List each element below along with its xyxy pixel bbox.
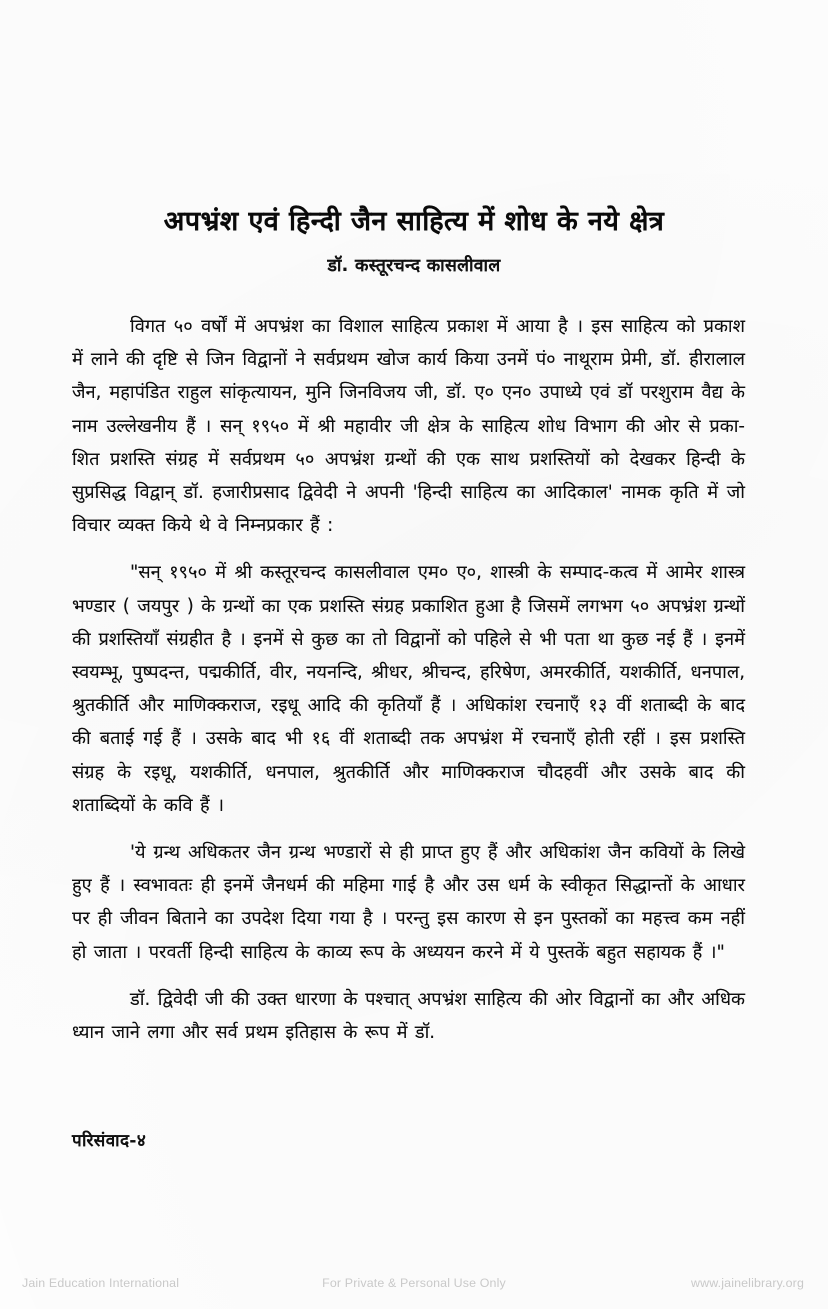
author-byline: डॉ. कस्तूरचन्द कासलीवाल (327, 256, 501, 277)
paragraph-2: "सन् १९५० में श्री कस्तूरचन्द कासलीवाल एम० ए०, शास्त्री के सम्पाद-कत्व में आमेर शास्त्र भण्डार ( जयपुर ) के ग्रन्थों का एक प्रशस्ति संग्रह प्रकाशित हुआ है जिसमें लगभग ५० अपभ्रंश ग्रन्थों की प्रशस्तियाँ संग्रहीत है । इनमें से कुछ का तो विद्वानों को पहिले से भी पता था कुछ नई हैं । इनमें स्वयम्भू, पुष्पदन्त, पद्मकीर्ति, वीर, नयनन्दि, श्रीधर, श्रीचन्द, हरिषेण, अमरकीर्ति, यशकीर्ति, धनपाल, श्रुतकीर्ति और माणिक्कराज, रइधू आदि की कृतियाँ हैं । अधिकांश रचनाएँ १३ वीं शताब्दी के बाद की बताई गई हैं । उसके बाद भी १६ वीं शताब्दी तक अपभ्रंश में रचनाएँ होती रहीं । इस प्रशस्ति संग्रह के रइधू, यशकीर्ति, धनपाल, श्रुतकीर्ति और माणिक्कराज चौदहवीं और उसके बाद की शताब्दियों के कवि हैं । (72, 562, 745, 816)
scan-footer-usage-notice: For Private & Personal Use Only (322, 1276, 506, 1290)
paragraph-1: विगत ५० वर्षों में अपभ्रंश का विशाल साहित्य प्रकाश में आया है । इस साहित्य को प्रकाश में लाने की दृष्टि से जिन विद्वानों ने सर्वप्रथम खोज कार्य किया उनमें पं० नाथूराम प्रेमी, डॉ. हीरालाल जैन, महापंडित राहुल सांकृत्यायन, मुनि जिनविजय जी, डॉ. ए० एन० उपाध्ये एवं डॉ परशुराम वैद्य के नाम उल्लेखनीय हैं । सन् १९५० में श्री महावीर जी क्षेत्र के साहित्य शोध विभाग की ओर से प्रका-शित प्रशस्ति संग्रह में सर्वप्रथम ५० अपभ्रंश ग्रन्थों की एक साथ प्रशस्तियों को देखकर हिन्दी के सुप्रसिद्ध विद्वान् डॉ. हजारीप्रसाद द्विवेदी ने अपनी 'हिन्दी साहित्य का आदिकाल' नामक कृति में जो विचार व्यक्त किये थे वे निम्नप्रकार हैं : (72, 316, 745, 537)
body-text-column (72, 310, 745, 1061)
title-block (0, 206, 828, 277)
scan-footer-website: www.jainelibrary.org (691, 1276, 804, 1290)
page-title: अपभ्रं‌श एवं हिन्दी जैन साहित्य में शोध के नये क्षेत्र (163, 206, 665, 237)
scan-watermark-footer (0, 1272, 828, 1294)
section-footer-label: परिसंवाद-४ (72, 1131, 147, 1151)
scan-footer-organization: Jain Education International (22, 1276, 180, 1290)
paragraph-4: डॉ. द्विवेदी जी की उक्त धारणा के पश्चात् अपभ्रंश साहित्य की ओर विद्वानों का और अधिक ध्यान जाने लगा और सर्व प्रथम इतिहास के रूप में डॉ. (72, 988, 745, 1044)
paragraph-3: 'ये ग्रन्थ अधिकतर जैन ग्रन्थ भण्डारों से ही प्राप्त हुए हैं और अधिकांश जैन कवियों के लिखे हुए हैं । स्वभावतः ही इनमें जैनधर्म की महिमा गाई है और उस धर्म के स्वीकृत सिद्धान्तों के आधार पर ही जीवन बिताने का उपदेश दिया गया है । परन्तु इस कारण से इन पुस्तकों का महत्त्व कम नहीं हो जाता । परवर्ती हिन्दी साहित्य के काव्य रूप के अध्ययन करने में ये पुस्तकें बहुत सहायक हैं ।" (72, 842, 745, 963)
